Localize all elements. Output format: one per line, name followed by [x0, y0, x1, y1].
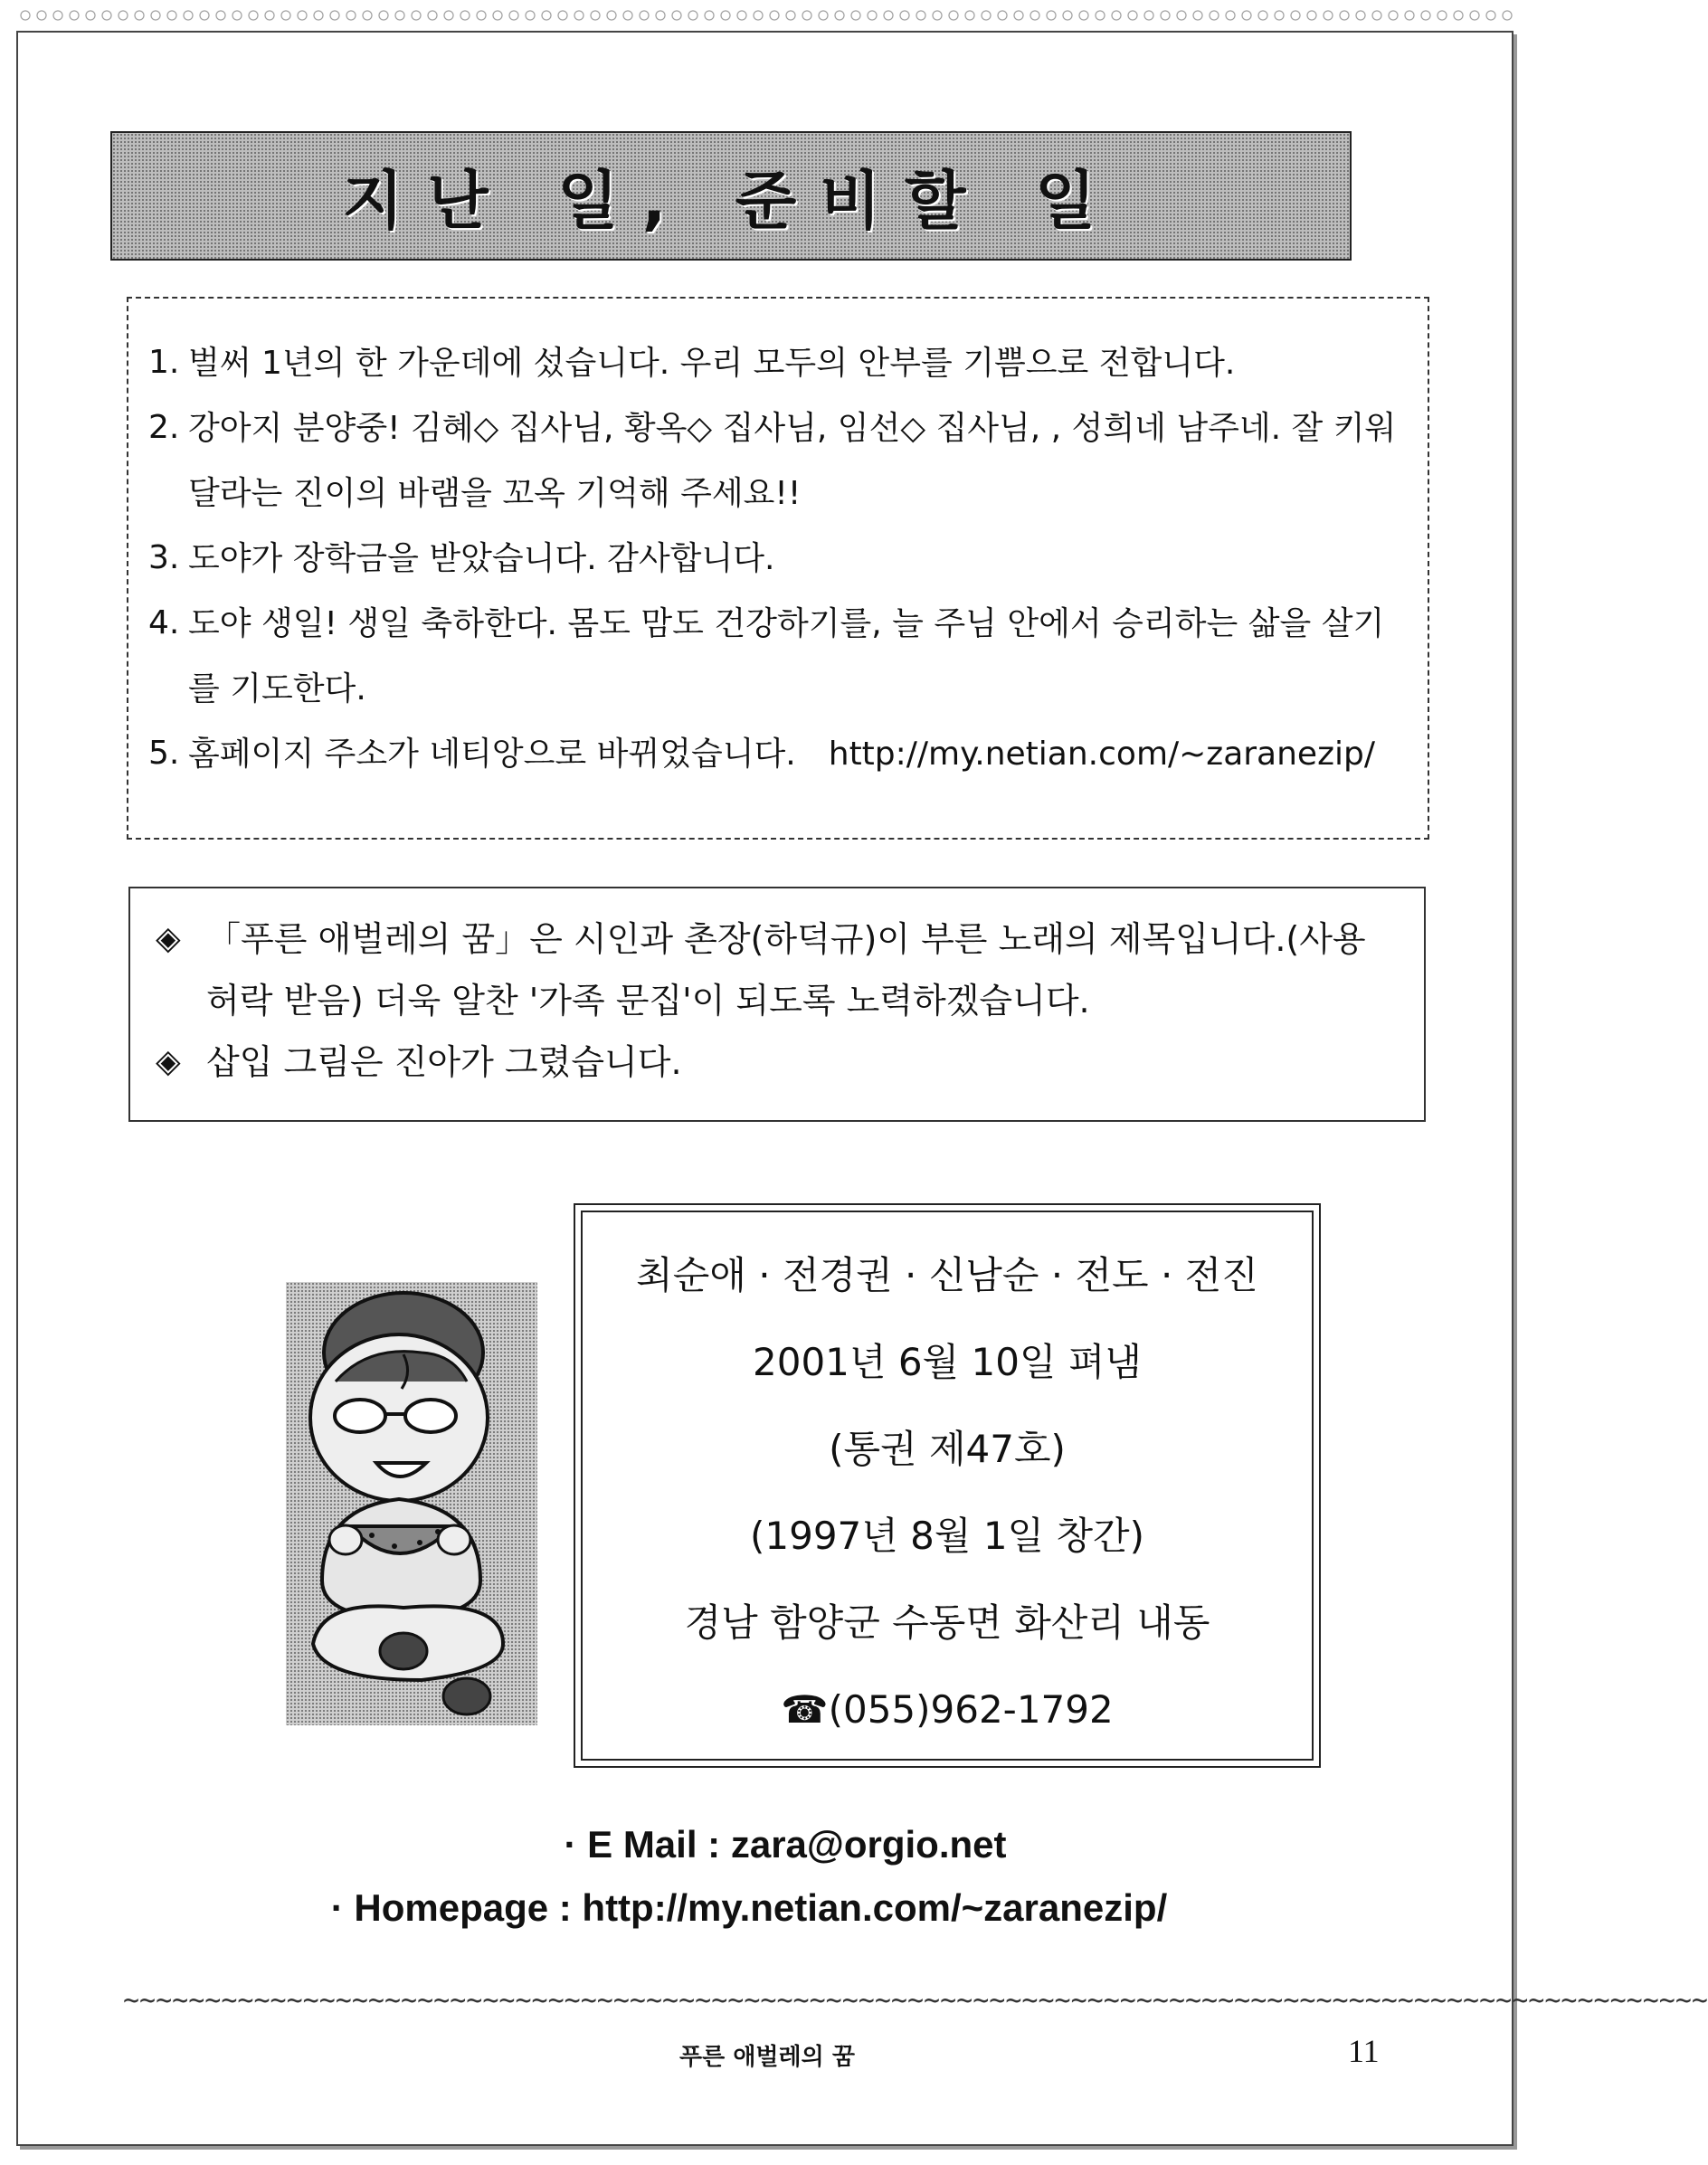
- colophon-box: [574, 1203, 1321, 1768]
- footer-tilde-rule: ~~~~~~~~~~~~~~~~~~~~~~~~~~~~~~~~~~~~~~~~~~~~~~~~~~~~~~~~~~~~~~~~~~~~~~~~~~~~~~~~~~~~~~~~~~~~~~~~~: [123, 1985, 1708, 2017]
- news-number: 1.: [148, 344, 180, 381]
- note-item: [156, 908, 1406, 1031]
- page-number: 11: [1348, 2033, 1380, 2069]
- colophon-authors: 최순애 · 전경권 · 신남순 · 전도 · 전진: [636, 1253, 1258, 1297]
- news-list-box: [127, 297, 1429, 840]
- note-text: 삽입 그림은 진아가 그렸습니다.: [206, 1042, 682, 1082]
- news-item: [148, 592, 1400, 722]
- news-item: [148, 527, 1400, 592]
- news-number: 2.: [148, 409, 180, 446]
- homepage-link[interactable]: http://my.netian.com/~zaranezip/: [828, 736, 1375, 773]
- contact-info: [0, 1813, 1534, 1940]
- page-title: 지난 일, 준비할 일: [342, 164, 1120, 238]
- diamond-bullet-icon: ◈: [156, 1043, 181, 1080]
- footer-publication-title: 푸른 애벌레의 꿈: [679, 2044, 855, 2071]
- diamond-bullet-icon: ◈: [156, 920, 181, 957]
- spiral-binding: [18, 5, 1513, 27]
- colophon-address: 경남 함양군 수동면 화산리 내동: [684, 1600, 1210, 1645]
- colophon-phone: ☎(055)962-1792: [781, 1687, 1114, 1732]
- news-item: [148, 396, 1400, 527]
- news-text-body: 홈페이지 주소가 네티앙으로 바뀌었습니다.: [188, 736, 796, 773]
- note-item: [156, 1031, 1406, 1093]
- colophon-inner: [581, 1211, 1314, 1761]
- notes-box: [128, 887, 1426, 1122]
- news-number: 3.: [148, 539, 180, 576]
- note-text: 「푸른 애벌레의 꿈」은 시인과 촌장(하덕규)이 부른 노래의 제목입니다.(사용 허락 받음) 더욱 알찬 '가족 문집'이 되도록 노력하겠습니다.: [206, 919, 1366, 1021]
- news-text: 벌써 1년의 한 가운데에 섰습니다. 우리 모두의 안부를 기쁨으로 전합니다.: [188, 345, 1236, 382]
- title-banner: [110, 131, 1352, 261]
- news-text: 도야 생일! 생일 축하한다. 몸도 맘도 건강하기를, 늘 주님 안에서 승리하는 삶을 살기를 기도한다.: [188, 605, 1385, 707]
- colophon-issue: (통권 제47호): [829, 1427, 1066, 1471]
- news-item: [148, 722, 1400, 787]
- news-text: 강아지 분양중! 김혜◇ 집사님, 황옥◇ 집사님, 임선◇ 집사님, , 성희네 남주네. 잘 키워달라는 진이의 바램을 꼬옥 기억해 주세요!!: [188, 410, 1397, 512]
- news-item: [148, 331, 1400, 396]
- colophon-founded: (1997년 8월 1일 창간): [749, 1514, 1144, 1558]
- homepage-line[interactable]: · Homepage : http://my.netian.com/~zaranezip/: [330, 1886, 1168, 1929]
- news-number: 5.: [148, 735, 180, 772]
- news-number: 4.: [148, 604, 180, 641]
- email-line[interactable]: · E Mail : zara@orgio.net: [564, 1823, 1007, 1866]
- news-text: 도야가 장학금을 받았습니다. 감사합니다.: [188, 540, 775, 577]
- child-eating-watermelon-illustration: [286, 1282, 537, 1725]
- news-text: [188, 722, 1400, 787]
- colophon-published-date: 2001년 6월 10일 펴냄: [753, 1340, 1142, 1384]
